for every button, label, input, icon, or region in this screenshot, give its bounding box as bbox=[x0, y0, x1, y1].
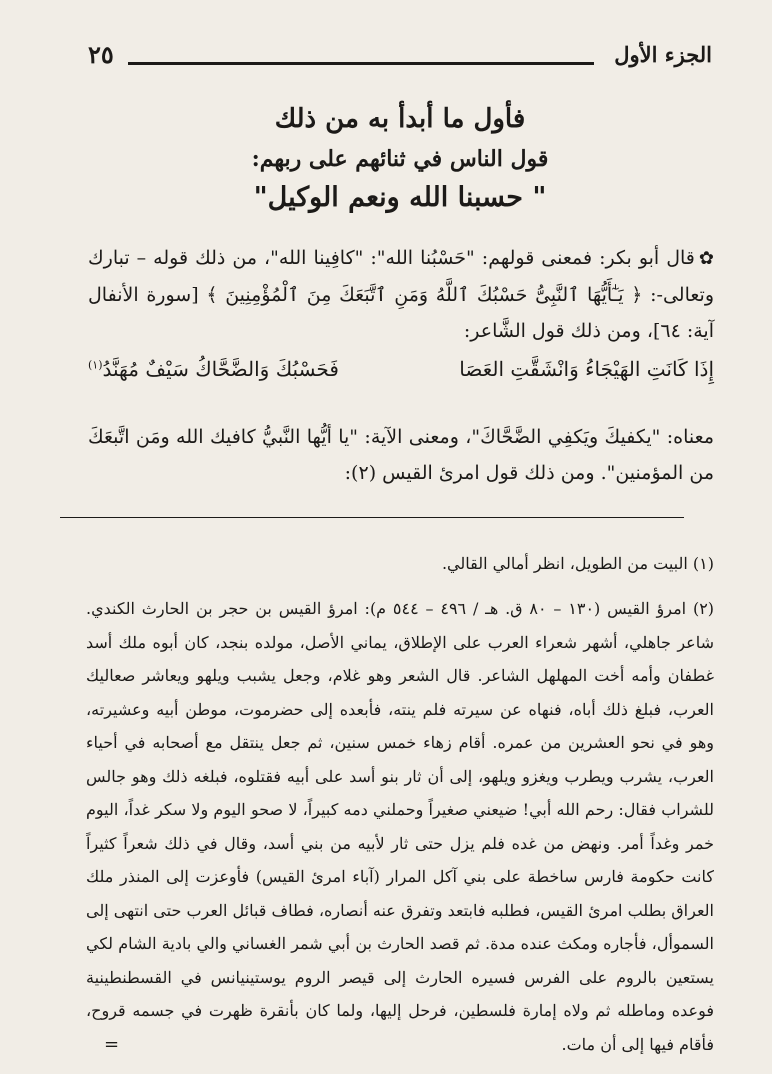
footnote-1: (١) البيت من الطويل، انظر أمالي القالي. bbox=[441, 554, 714, 573]
chapter-subtitle: قول الناس في ثنائهم على ربهم: bbox=[251, 146, 549, 172]
verse-first-hemistich: إِذَا كَانَتِ الهَيْجَاءُ وَانْشَقَّتِ العَصَا bbox=[459, 357, 714, 381]
poetry-verse bbox=[88, 357, 714, 397]
running-header bbox=[88, 40, 712, 74]
footnote-separator bbox=[60, 517, 684, 518]
header-rule bbox=[128, 62, 594, 65]
paragraph-1 bbox=[88, 240, 714, 349]
verse-second-hemistich bbox=[88, 357, 339, 381]
footnote-ref-1: (١) bbox=[88, 358, 103, 372]
part-label: الجزء الأول bbox=[614, 42, 712, 67]
ornament-star-icon: ✿ bbox=[698, 248, 714, 269]
continuation-mark: = bbox=[104, 1034, 120, 1055]
page-number: ٢٥ bbox=[88, 40, 114, 69]
phrase-heading: " حسبنا الله ونعم الوكيل" bbox=[253, 182, 547, 213]
verse-second-text: فَحَسْبُكَ وَالضَّحَّاكُ سَيْفٌ مُهَنَّدُ bbox=[102, 357, 339, 381]
footnote-2: (٢) امرؤ القيس (١٣٠ – ٨٠ ق. هـ / ٤٩٦ – ٥٤٤ م): امرؤ القيس بن حجر بن الحارث الكندي. شاعر جاهلي، أشهر شعراء العرب على الإطلاق، يماني الأصل، مولده بنجد، كان أبوه ملك أسد غطفان وأمه أخت المهلهل الشاعر. قال الشعر وهو غلام، وجعل يشبب ويلهو ويعاشر صعاليك العرب، فبلغ ذلك أباه، فنهاه عن سيرته فلم ينته، فأبعده إلى حضرموت، موطن أبيه وعشيرته، وهو في نحو العشرين من عمره. أقام زهاء خمس سنين، ثم جعل ينتقل مع أصحابه في أحياء العرب، يشرب ويطرب ويغزو ويلهو، إلى أن ثار بنو أسد على أبيه فقتلوه، فبلغه ذلك وهو جالس للشراب فقال: رحم الله أبي! ضيعني صغيراً وحملني دمه كبيراً، لا صحو اليوم ولا سكر غداً، اليوم خمر وغداً أمر. ونهض من غده فلم يزل حتى ثار لأبيه من بني أسد، وقال في ذلك شعراً كثيراً كانت حكومة فارس ساخطة على بني آكل المرار (آباء امرئ القيس) فأوعزت إلى المنذر ملك العراق بطلب امرئ القيس، فطلبه فابتعد وتفرق عنه أنصاره، فطاف قبائل العرب حتى انتهى إلى السموأل، فأجاره ومكث عنده مدة. ثم قصد الحارث بن أبي شمر الغساني والي بادية الشام لكي يستعين بالروم على الفرس فسيره الحارث إلى قيصر الروم يوستينيانس في القسطنطينية فوعده وماطله ثم ولاه إمارة فلسطين، فرحل إليها، ولما كان بأنقرة ظهرت في جسمه قروح، فأقام فيها إلى أن مات. bbox=[86, 599, 715, 1054]
paragraph-2: معناه: "يكفيكَ ويَكفِي الضَّحَّاكَ"، ومعنى الآية: "يا أيُّها النَّبيُّ كافيك الله ومَن اتَّبعَكَ من المؤمنين". ومن ذلك قول امرئ القيس (٢): bbox=[88, 426, 714, 484]
paragraph-1-text: قال أبو بكر: فمعنى قولهم: "حَسْبُنا الله": "كافِينا الله"، من ذلك قوله – تبارك وتعالى-: ﴿ يَـٰٓأَيُّهَا ٱلنَّبِىُّ حَسْبُكَ ٱللَّهُ وَمَنِ ٱتَّبَعَكَ مِنَ ٱلْمُؤْمِنِينَ ﴾ [سورة الأنفال آية: ٦٤]، ومن ذلك قول الشَّاعر: bbox=[88, 247, 714, 342]
chapter-title: فأول ما أبدأ به من ذلك bbox=[274, 104, 526, 134]
